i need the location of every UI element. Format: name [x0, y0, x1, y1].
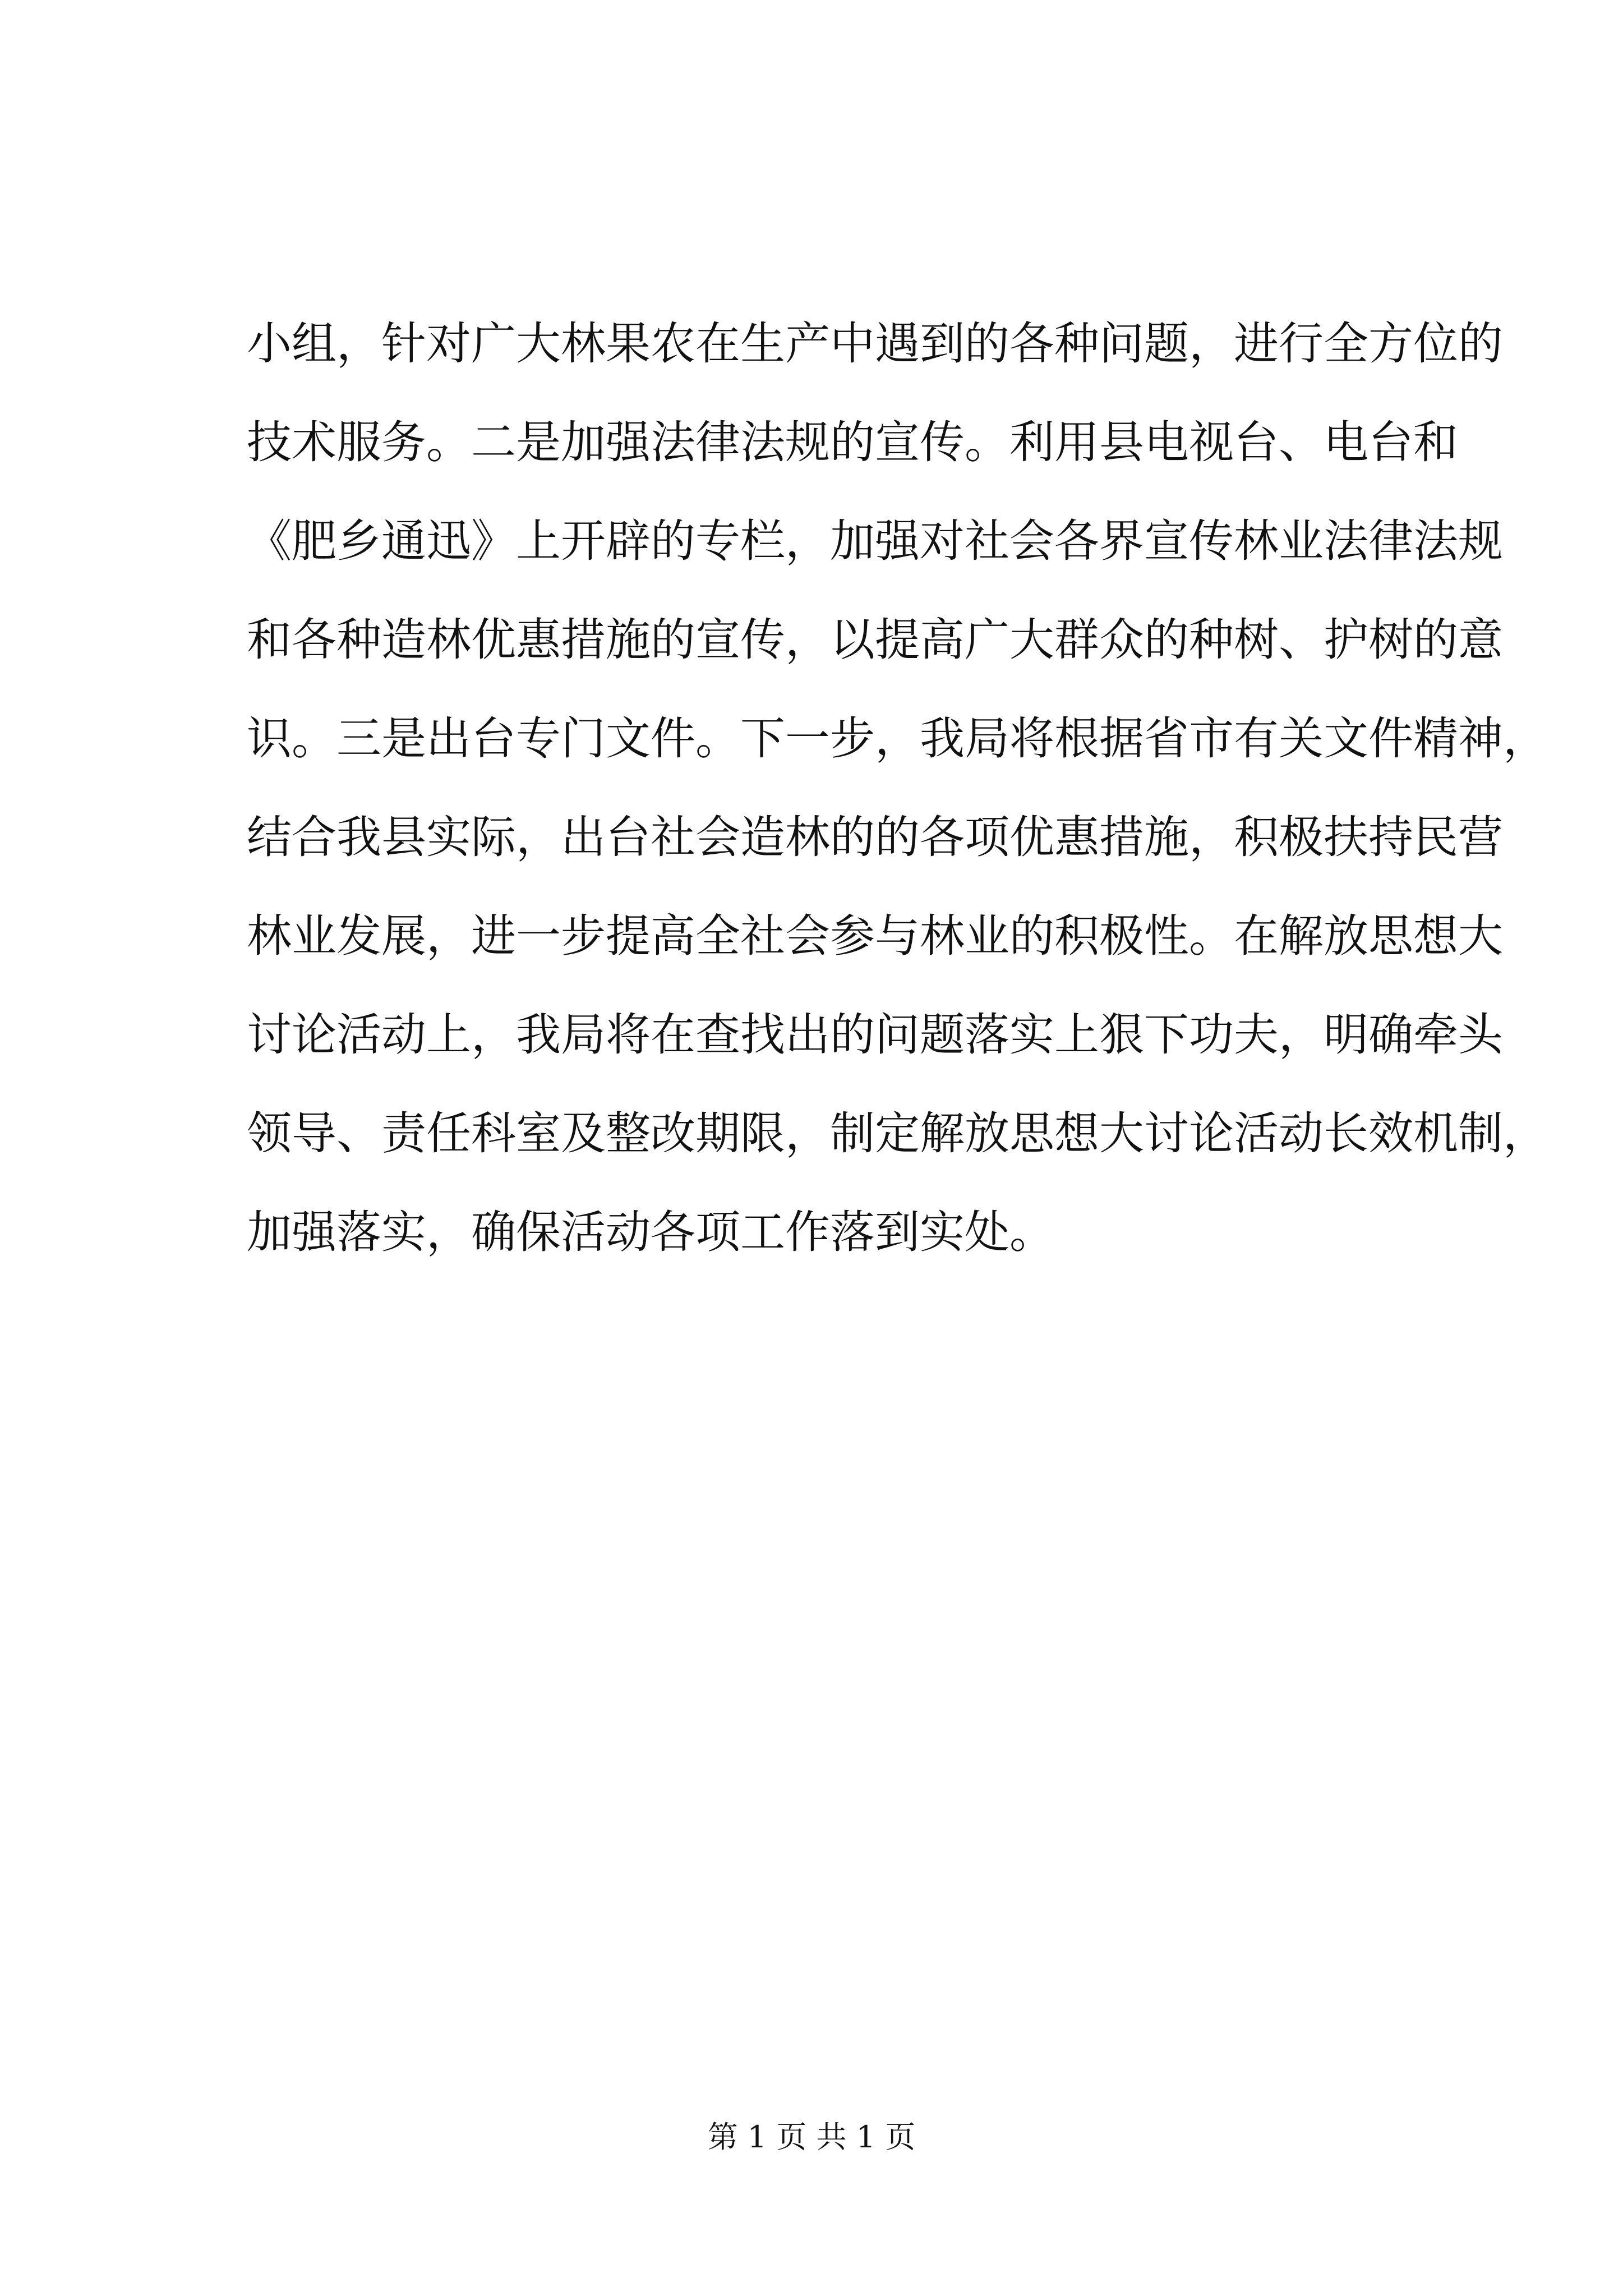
text-line: 加强落实，确保活动各项工作落到实处。	[247, 1206, 1054, 1258]
text-line: 结合我县实际，出台社会造林的的各项优惠措施，积极扶持民营	[247, 811, 1503, 863]
text-line: 林业发展，进一步提高全社会参与林业的积极性。在解放思想大	[247, 910, 1503, 962]
text-line: 技术服务。二是加强法律法规的宣传。利用县电视台、电台和	[247, 416, 1458, 468]
page-footer: 第 1 页 共 1 页	[707, 2119, 916, 2155]
text-line: 领导、责任科室及整改期限，制定解放思想大讨论活动长效机制，	[247, 1107, 1548, 1159]
text-line: 讨论活动上，我局将在查找出的问题落实上狠下功夫，明确牵头	[247, 1009, 1503, 1061]
text-line: 识。三是出台专门文件。下一步，我局将根据省市有关文件精神，	[247, 712, 1548, 765]
body-text	[247, 295, 1548, 1282]
text-line: 和各种造林优惠措施的宣传，以提高广大群众的种树、护树的意	[247, 614, 1503, 666]
text-line: 小组，针对广大林果农在生产中遇到的各种问题，进行全方位的	[247, 318, 1503, 370]
text-line: 《肥乡通迅》上开辟的专栏，加强对社会各界宣传林业法律法规	[247, 515, 1503, 567]
